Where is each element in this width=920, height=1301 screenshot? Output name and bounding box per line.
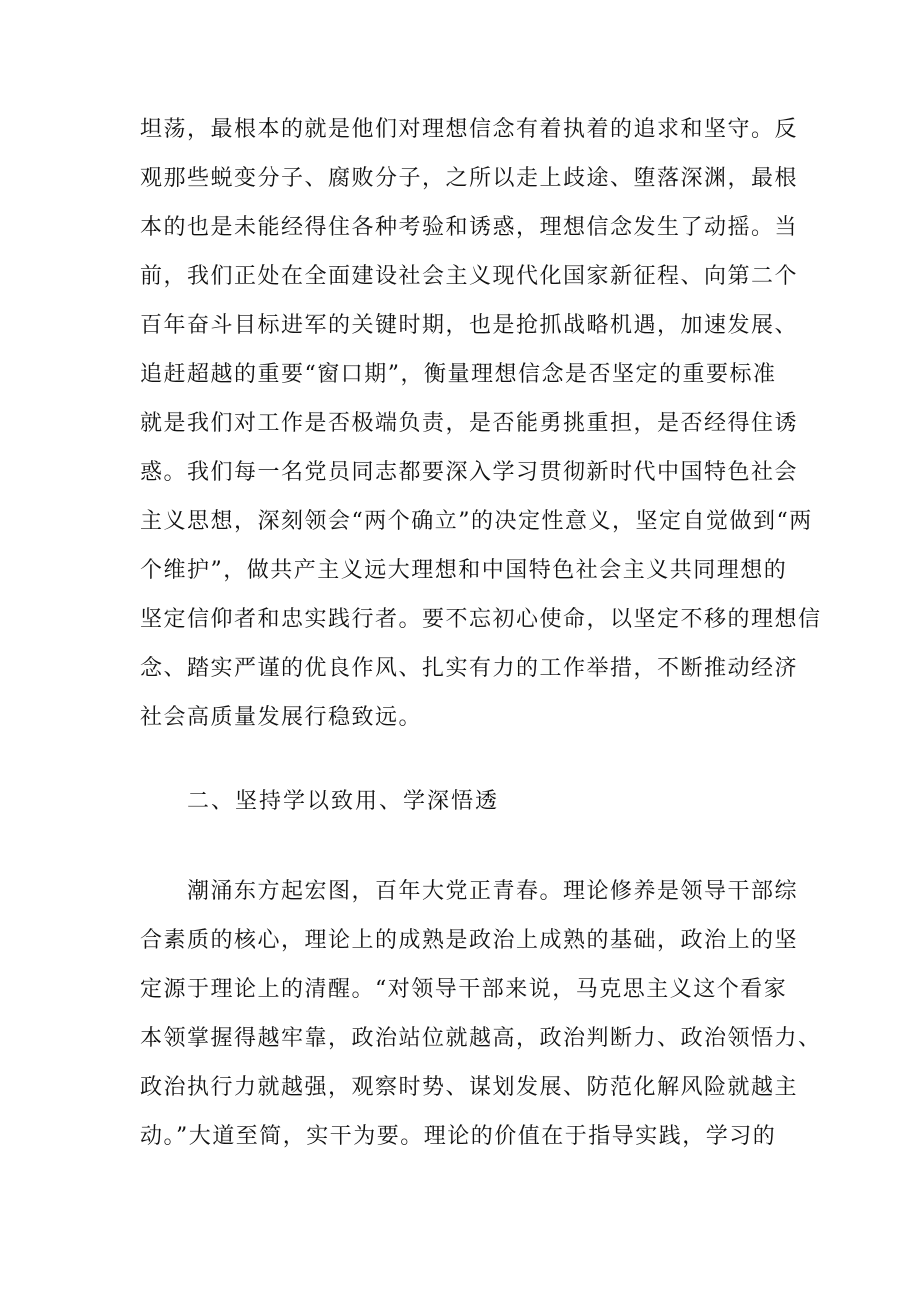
paragraph-line: 就是我们对工作是否极端负责，是否能勇挑重担，是否经得住诱 (140, 411, 799, 436)
paragraph-line: 观那些蜕变分子、腐败分子，之所以走上歧途、堕落深渊，最根 (140, 166, 799, 191)
section-heading: 二、坚持学以致用、学深悟透 (187, 789, 500, 814)
paragraph-line: 坚定信仰者和忠实践行者。要不忘初心使命，以坚定不移的理想信 (140, 607, 822, 632)
paragraph-line: 追赶超越的重要“窗口期”，衡量理想信念是否坚定的重要标准 (140, 362, 777, 387)
paragraph-line: 坦荡，最根本的就是他们对理想信念有着执着的追求和坚守。反 (140, 117, 799, 142)
paragraph-line: 动。”大道至简，实干为要。理论的价值在于指导实践，学习的 (140, 1124, 777, 1149)
paragraph-line: 潮涌东方起宏图，百年大党正青春。理论修养是领导干部综 (187, 879, 799, 904)
paragraph-line: 社会高质量发展行稳致远。 (140, 705, 423, 730)
paragraph-line: 惑。我们每一名党员同志都要深入学习贯彻新时代中国特色社会 (140, 460, 799, 485)
paragraph-line: 主义思想，深刻领会“两个确立”的决定性意义，坚定自觉做到“两 (140, 509, 813, 534)
paragraph-line: 前，我们正处在全面建设社会主义现代化国家新征程、向第二个 (140, 264, 799, 289)
paragraph-line: 合素质的核心，理论上的成熟是政治上成熟的基础，政治上的坚 (140, 928, 799, 953)
paragraph-line: 定源于理论上的清醒。“对领导干部来说，马克思主义这个看家 (140, 977, 788, 1002)
paragraph-line: 百年奋斗目标进军的关键时期，也是抢抓战略机遇，加速发展、 (140, 313, 799, 338)
paragraph-line: 个维护”，做共产主义远大理想和中国特色社会主义共同理想的 (140, 558, 788, 583)
paragraph-line: 本的也是未能经得住各种考验和诱惑，理想信念发生了动摇。当 (140, 215, 799, 240)
paragraph-line: 本领掌握得越牢靠，政治站位就越高，政治判断力、政治领悟力、 (140, 1026, 822, 1051)
paragraph-line: 念、踏实严谨的优良作风、扎实有力的工作举措，不断推动经济 (140, 656, 799, 681)
paragraph-line: 政治执行力就越强，观察时势、谋划发展、防范化解风险就越主 (140, 1075, 799, 1100)
